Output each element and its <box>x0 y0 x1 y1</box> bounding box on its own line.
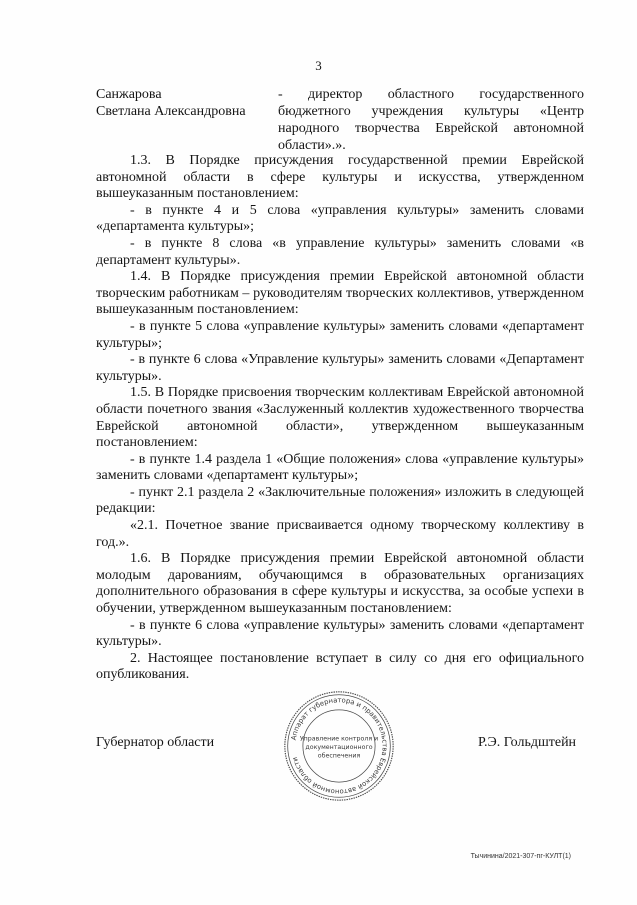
person-surname: Санжарова <box>96 87 162 102</box>
signatory-title: Губернатор области <box>96 735 215 750</box>
person-given-names: Светлана Александровна <box>96 104 246 119</box>
paragraph: - пункт 2.1 раздела 2 «Заключительные положения» изложить в следующей редакции: <box>96 484 584 517</box>
paragraph: 1.5. В Порядке присвоения творческим коллективам Еврейской автономной области почетного звания «Заслуженный коллектив художественного творчества Еврейской автономной области», утвержденном вышеуказанным постановлением: <box>96 385 584 451</box>
paragraph: - в пункте 6 слова «управление культуры» заменить словами «департамент культуры». <box>96 617 584 650</box>
paragraph: 1.4. В Порядке присуждения премии Еврейской автономной области творческим работникам – руководителям творческих коллективов, утвержденном вышеуказанным постановлением: <box>96 269 584 318</box>
signatory-name: Р.Э. Гольдштейн <box>478 735 577 750</box>
person-role: - директор областного государственного бюджетного учреждения культуры «Центр народного творчества Еврейской автономной области».». <box>278 87 584 153</box>
document-body <box>96 153 584 684</box>
person-name-block <box>96 86 286 120</box>
official-stamp <box>282 689 396 803</box>
paragraph: - в пункте 8 слова «в управление культуры» заменить словами «в департамент культуры». <box>96 235 584 268</box>
stamp-center-line-2: документационного <box>305 743 373 751</box>
paragraph: - в пункте 5 слова «управление культуры» заменить словами «департамент культуры»; <box>96 318 584 351</box>
paragraph: 2. Настоящее постановление вступает в силу со дня его официального опубликования. <box>96 650 584 683</box>
paragraph: - в пункте 6 слова «Управление культуры» заменить словами «Департамент культуры». <box>96 352 584 384</box>
paragraph: 1.3. В Порядке присуждения государственной премии Еврейской автономной области в сфере культуры и искусства, утвержденном вышеуказанным постановлением: <box>96 153 584 202</box>
paragraph: - в пункте 4 и 5 слова «управления культуры» заменить словами «департамента культуры»; <box>96 202 584 235</box>
paragraph: 1.6. В Порядке присуждения премии Еврейской автономной области молодым дарованиям, обучающимся в образовательных организациях дополнительного образования в сфере культуры и искусства, за особые успехи в обучении, утвержденном вышеуказанным постановлением: <box>96 551 584 617</box>
paragraph: - в пункте 1.4 раздела 1 «Общие положения» слова «управление культуры» заменить словами «департамент культуры»; <box>96 451 584 484</box>
paragraph: «2.1. Почетное звание присваивается одному творческому коллективу в год.». <box>96 518 584 550</box>
stamp-center-line-3: обеспечения <box>317 752 361 760</box>
stamp-center-line-1: Управление контроля и <box>299 735 379 743</box>
page-number: 3 <box>315 58 322 73</box>
document-reference-code: Тычинина/2021-307-пг-КУЛТ(1) <box>470 853 571 860</box>
stamp-ring-text: Аппарат губернатора и правительства Еврейской автономной области <box>289 696 389 796</box>
